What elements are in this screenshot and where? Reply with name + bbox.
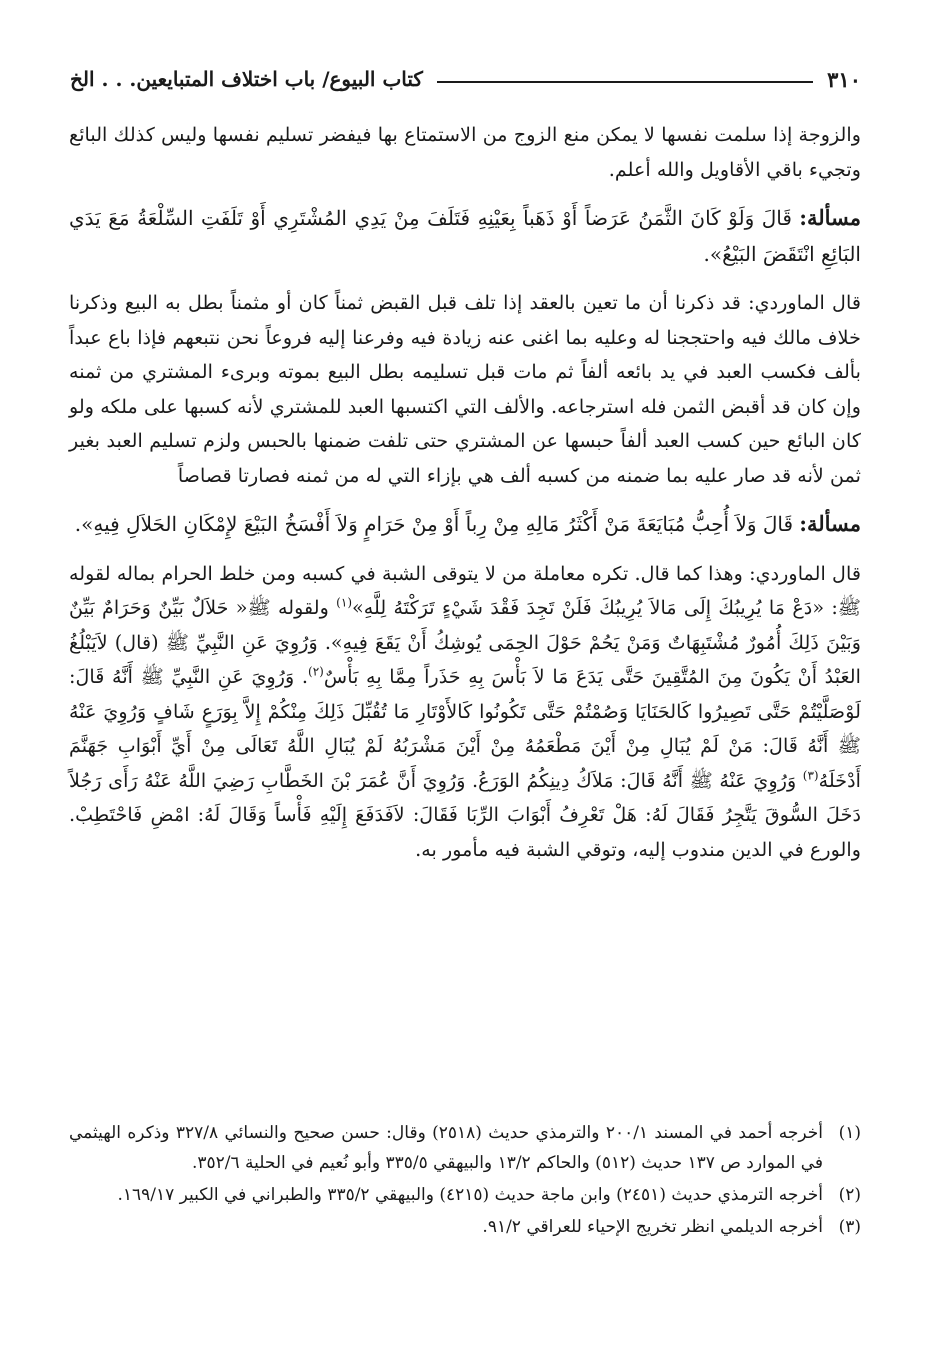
page-number: ٣١٠ xyxy=(827,66,861,92)
footnote-text: أخرجه أحمد في المسند ٢٠٠/١ والترمذي حديث (٢٥١٨) وقال: حسن صحيح والنسائي ٣٢٧/٨ وذكره الهيثمي في الموارد ص ١٣٧ حديث (٥١٢) والحاكم ١٣/٢ والبيهقي ٣٣٥/٥ وأبو نُعيم في الحلية ٣٥٢/٦. xyxy=(69,1123,823,1173)
masala-1 xyxy=(69,201,861,272)
footnote-text: أخرجه الديلمي انظر تخريج الإحياء للعراقي ٩١/٢. xyxy=(482,1217,823,1237)
page-header xyxy=(70,62,861,96)
footnote-item xyxy=(69,1180,861,1210)
footnote-number: (٢) xyxy=(838,1185,861,1205)
paragraph-2: قال الماوردي: قد ذكرنا أن ما تعين بالعقد إذا تلف قبل القبض ثمناً كان أو مثمناً بطل به البيع وذكرنا خلاف مالك فيه واحتججنا له وعليه بما اغنى عنه زيادة فيه وفرعنا إليه فروعاً نحن نتبعهم فإذا باع عبداً بألف فكسب العبد في يد بائعه ألفاً ثم مات قبل تسليمه بطل البيع بموته وبرىء المشتري من ثمنه وإن كان قد أقبض الثمن فله استرجاعه. والألف التي اكتسبها العبد للمشتري لأنه كسبها على ملكه ولو كان البائع حين كسب العبد ألفاً حبسها عن المشتري حتى تلفت ضمنها بالحبس ولزم تسليم العبد بغير ثمن لأنه قد صار عليه بما ضمنه من كسبه ألف هي بإزاء التي له من ثمنه فصارتا قصاصاً xyxy=(69,291,861,487)
masala-2-text: قَالَ وَلاَ أُحِبُّ مُبَايَعَةَ مَنْ أَكْثَرُ مَالِهِ مِنْ رِباً أَوْ مِنْ حَرَامٍ وَلاَ أَفْسَخُ البَيْعَ لإِمْكَانِ الحَلاَلِ فِيهِ». xyxy=(74,512,794,536)
paragraph-3 xyxy=(69,557,861,868)
paragraph-3-part-b: ولقوله ﷺ« حَلاَلٌ بَيِّنٌ وَحَرَامٌ بَيِّنٌ وَبَيْنَ ذَلِكَ أُمُورٌ مُشْتَبِهَاتٌ وَمَنْ يَحُمْ حَوْلَ الحِمَى يُوشِكُ أَنْ يَقَعَ فِيهِ». وَرُوِيَ عَنِ النَّبِيِّ ﷺ (قال) لاَيَبْلُغُ العَبْدُ أَنْ يَكُونَ مِنَ المُتَّقِينَ حَتَّى يَدَعَ مَا لاَ بَأْسَ بِهِ حَذَراً مِمَّا بِهِ بَأْسٌ xyxy=(69,596,861,688)
masala-1-label: مسألة: xyxy=(799,205,861,230)
footnote-ref-1[interactable]: (١) xyxy=(336,595,352,610)
footnote-ref-2[interactable]: (٢) xyxy=(308,664,324,679)
main-text xyxy=(69,118,861,867)
masala-2-label: مسألة: xyxy=(799,511,861,536)
running-title: كتاب البيوع/ باب اختلاف المتبايعين. . . الخ xyxy=(70,67,423,91)
footnotes xyxy=(69,1118,861,1244)
paragraph-3-part-c: . وَرُوِيَ عَنِ النَّبِيِّ ﷺ أَنَّهُ قَالَ: لَوْصَلَّيْتُمْ حَتَّى تَصِيرُوا كَالحَنَايَا وَصُمْتُمْ حَتَّى تَكُونُوا كَالأَوْتَارِ مَا تُقُبِّلَ ذَلِكَ مِنْكُمْ إِلاَّ بِوَرَعٍ شَافٍ وَرُوِيَ عَنْهُ ﷺ أَنَّهُ قَالَ: مَنْ لَمْ يُبَالِ مِنْ أَيْنَ مَطْعَمُهُ مِنْ أَيْنَ مَشْرَبُهُ لَمْ يُبَالِ اللَّهُ تَعَالَى مِنْ أَيِّ أَبْوَابِ جَهَنَّمَ أَدْخَلَهُ xyxy=(69,665,861,792)
footnote-item xyxy=(69,1212,861,1242)
masala-2 xyxy=(69,507,861,543)
masala-1-text: قَالَ وَلَوْ كَانَ الثَّمَنُ عَرَضاً أَوْ ذَهَباً بِعَيْنِهِ فَتَلَفَ مِنْ يَدِي المُشْتَرِي أَوْ تَلَفَتِ السِّلْعَةُ مَعَ يَدَي البَائِعِ انْتَقَضَ البَيْعُ». xyxy=(69,206,861,266)
footnote-ref-3[interactable]: (٣) xyxy=(802,768,819,783)
header-rule xyxy=(437,81,813,83)
footnote-text: أخرجه الترمذي حديث (٢٤٥١) وابن ماجة حديث (٤٢١٥) والبيهقي ٣٣٥/٢ والطبراني في الكبير ١٦٩/١٧. xyxy=(117,1185,823,1205)
footnote-number: (١) xyxy=(838,1123,861,1143)
paragraph-3-part-a: قال الماوردي: وهذا كما قال. تكره معاملة من لا يتوقى الشبة في كسبه ومن خلط الحرام بماله لقوله ﷺ: «دَعْ مَا يُرِيبُكَ إِلَى مَالاَ يُرِيبُكَ فَلَنْ تَجِدَ فَقْدَ شَيْءٍ تَرَكْتَهُ لِلَّهِ» xyxy=(69,561,861,619)
paragraph-1: والزوجة إذا سلمت نفسها لا يمكن منع الزوج من الاستمتاع بها فيفضر تسليم نفسها وليس كذلك البائع وتجيء باقي الأقاويل والله أعلم. xyxy=(69,123,861,181)
footnote-item xyxy=(69,1118,861,1178)
footnote-number: (٣) xyxy=(838,1217,861,1237)
paragraph-3-part-d: وَرُوِيَ عَنْهُ ﷺ أَنَّهُ قَالَ: مَلاَكُ دِينِكُمُ الوَرَعُ. وَرُوِيَ أَنَّ عُمَرَ بْنَ الخَطَّابِ رَضِيَ اللَّهُ عَنْهُ رَأَى رَجُلاً دَخَلَ السُّوقَ يَتَّجِرُ فَقَالَ لَهُ: هَلْ تَعْرِفُ أَبْوَابَ الرِّبَا فَقَالَ: لاَفَدَفَعَ إِلَيْهِ فَأْساً وَقَالَ لَهُ: امْضِ فَاحْتَطِبْ. والورع في الدين مندوب إليه، وتوقي الشبة فيه مأمور به. xyxy=(69,768,861,861)
